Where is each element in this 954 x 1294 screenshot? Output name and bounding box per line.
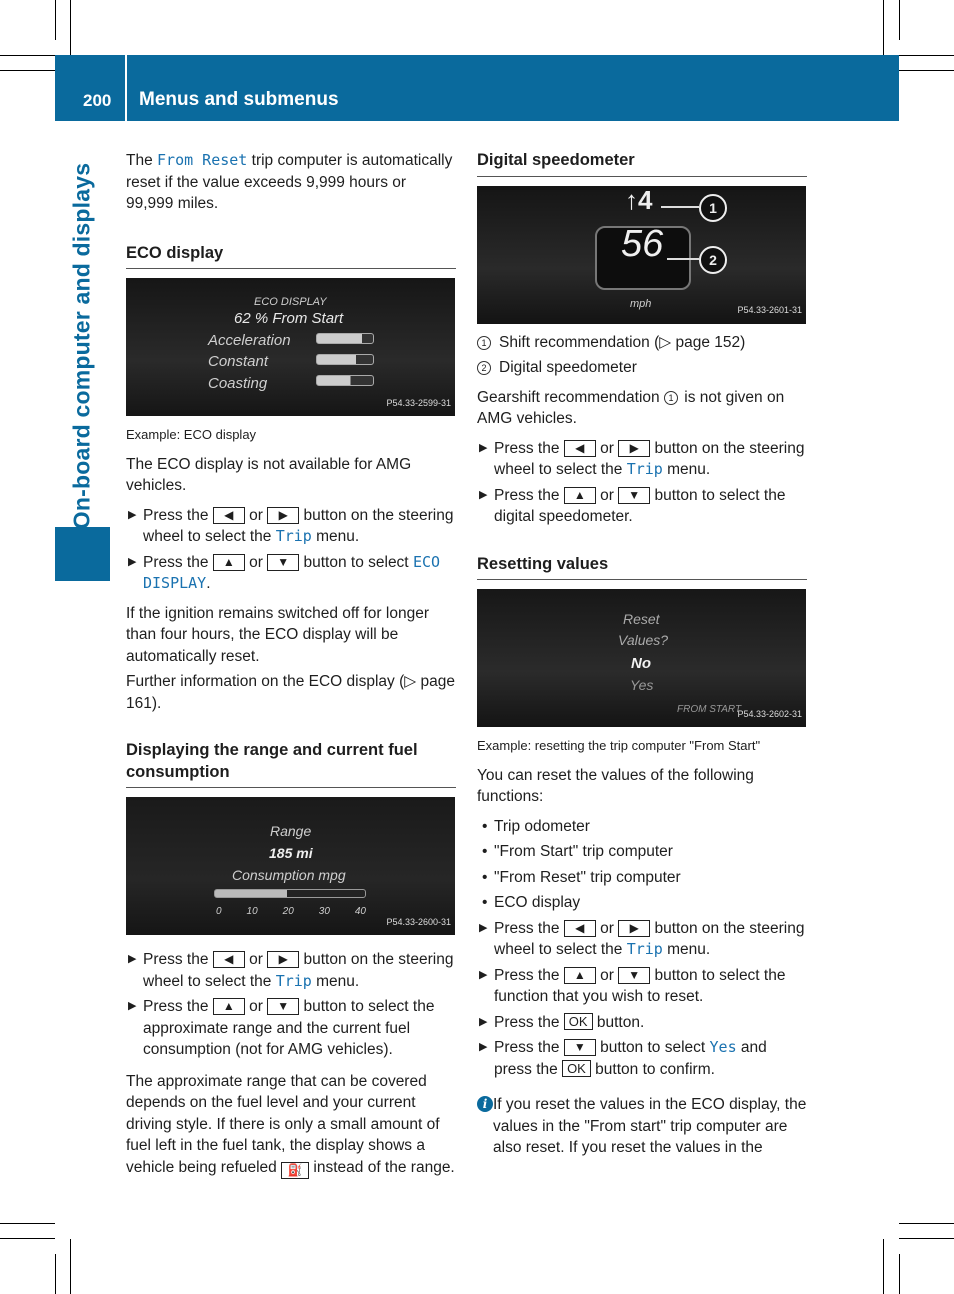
eco-display-screenshot xyxy=(126,278,455,416)
gear-recommendation: ↑4 xyxy=(625,185,653,215)
range-step-1: ▶ Press the ◀ or ▶ button on the steering wheel to select the Trip menu. xyxy=(126,949,456,992)
eco-paragraph-reset: If the ignition remains switched off for longer than four hours, the ECO display will be automatically reset. xyxy=(126,604,429,665)
range-value: 185 mi xyxy=(269,845,313,861)
eco-step-1: ▶ Press the ◀ or ▶ button on the steering wheel to select the Trip menu. xyxy=(126,505,456,548)
right-column xyxy=(477,150,807,1163)
crop-mark xyxy=(0,1223,55,1224)
right-arrow-key: ▶ xyxy=(267,951,299,968)
crop-mark xyxy=(899,0,900,40)
down-arrow-key: ▼ xyxy=(564,1039,596,1056)
intro-paragraph: The From Reset trip computer is automatically reset if the value exceeds 9,999 hours or 99,999 miles. xyxy=(126,151,453,212)
heading-digital-speedometer: Digital speedometer xyxy=(477,150,807,177)
code-from-reset: From Reset xyxy=(157,151,248,169)
side-tab-label: On-board computer and displays xyxy=(68,162,95,530)
reset-footer: FROM START xyxy=(677,704,742,715)
legend-item-2: 2 Digital speedometer xyxy=(477,357,807,379)
page-number: 200 xyxy=(83,91,112,110)
heading-eco-display: ECO display xyxy=(126,243,456,270)
reset-option-no: No xyxy=(631,655,651,672)
crop-mark xyxy=(55,0,56,40)
heading-resetting-values: Resetting values xyxy=(477,554,807,581)
refuel-icon: ⛽ xyxy=(281,1162,309,1179)
reset-screenshot xyxy=(477,589,806,727)
speed-value: 56 xyxy=(621,222,664,265)
crop-mark xyxy=(899,1254,900,1294)
crop-mark xyxy=(70,1239,71,1294)
eco-paragraph-info: Further information on the ECO display (▷ page 161). xyxy=(126,673,455,712)
consumption-label: Consumption mpg xyxy=(232,867,346,883)
crop-mark xyxy=(0,70,55,71)
left-arrow-key: ◀ xyxy=(564,440,596,457)
eco-row-constant: Constant xyxy=(208,353,269,370)
range-screenshot xyxy=(126,797,455,935)
eco-row-acceleration: Acceleration xyxy=(208,332,291,349)
up-arrow-key: ▲ xyxy=(213,554,245,571)
speedometer-screenshot xyxy=(477,186,806,324)
image-ref: P54.33-2602-31 xyxy=(737,708,802,719)
down-arrow-key: ▼ xyxy=(618,967,650,984)
reset-step-4: ▶ Press the ▼ button to select Yes and press the OK button to confirm. xyxy=(477,1037,807,1080)
crop-mark xyxy=(899,55,954,56)
down-arrow-key: ▼ xyxy=(267,998,299,1015)
right-arrow-key: ▶ xyxy=(618,920,650,937)
range-paragraph: The approximate range that can be covered depends on the fuel level and your current driving style. If there is only a small amount of fuel left in the fuel tank, the display shows a vehicle being refueled ⛽ instead of the range. xyxy=(126,1072,455,1177)
left-arrow-key: ◀ xyxy=(564,920,596,937)
info-icon: i xyxy=(477,1096,493,1112)
image-ref: P54.33-2599-31 xyxy=(386,397,451,408)
crop-mark xyxy=(899,70,954,71)
left-column xyxy=(126,150,456,1183)
info-note: i If you reset the values in the ECO display, the values in the "From start" trip computer are also reset. If you reset the values in the xyxy=(477,1094,807,1159)
range-label: Range xyxy=(270,823,312,839)
list-item: • ECO display xyxy=(477,892,807,914)
ok-key: OK xyxy=(564,1013,593,1030)
side-tab-marker xyxy=(55,527,110,581)
eco-screen-title: ECO DISPLAY xyxy=(254,296,327,308)
eco-bar xyxy=(316,375,374,386)
callout-line-1 xyxy=(661,206,699,208)
crop-mark xyxy=(55,1254,56,1294)
reset-line-2: Values? xyxy=(618,632,669,648)
crop-mark xyxy=(899,1238,954,1239)
crop-mark xyxy=(0,55,55,56)
heading-range: Displaying the range and current fuel consumption xyxy=(126,740,456,788)
reset-step-2: ▶ Press the ▲ or ▼ button to select the function that you wish to reset. xyxy=(477,965,807,1008)
eco-screen-line: 62 % From Start xyxy=(234,310,344,327)
eco-note: The ECO display is not available for AMG vehicles. xyxy=(126,455,412,494)
eco-bar xyxy=(316,333,374,344)
left-arrow-key: ◀ xyxy=(213,951,245,968)
up-arrow-key: ▲ xyxy=(564,967,596,984)
crop-mark xyxy=(0,1238,55,1239)
consumption-bar xyxy=(214,889,366,898)
crop-mark xyxy=(883,0,884,55)
eco-bar xyxy=(316,354,374,365)
list-item: • "From Reset" trip computer xyxy=(477,867,807,889)
crop-mark xyxy=(70,0,71,55)
speed-unit: mph xyxy=(630,297,652,310)
down-arrow-key: ▼ xyxy=(267,554,299,571)
eco-caption: Example: ECO display xyxy=(126,427,257,442)
reset-option-yes: Yes xyxy=(630,677,654,693)
speedo-step-2: ▶ Press the ▲ or ▼ button to select the digital speedometer. xyxy=(477,485,807,528)
page-header xyxy=(55,55,899,121)
consumption-ticks: 0 10 20 30 40 xyxy=(216,906,366,917)
eco-row-coasting: Coasting xyxy=(208,375,268,392)
page-title: Menus and submenus xyxy=(139,89,339,110)
list-item: • Trip odometer xyxy=(477,816,807,838)
right-arrow-key: ▶ xyxy=(267,507,299,524)
crop-mark xyxy=(883,1239,884,1294)
reset-intro: You can reset the values of the following functions: xyxy=(477,766,754,805)
down-arrow-key: ▼ xyxy=(618,487,650,504)
left-arrow-key: ◀ xyxy=(213,507,245,524)
reset-step-1: ▶ Press the ◀ or ▶ button on the steering wheel to select the Trip menu. xyxy=(477,918,807,961)
reset-line-1: Reset xyxy=(623,611,660,627)
speedo-step-1: ▶ Press the ◀ or ▶ button on the steering wheel to select the Trip menu. xyxy=(477,438,807,481)
image-ref: P54.33-2600-31 xyxy=(386,916,451,927)
callout-1: 1 xyxy=(699,194,727,222)
callout-2: 2 xyxy=(699,246,727,274)
crop-mark xyxy=(899,1223,954,1224)
header-divider xyxy=(125,55,127,121)
right-arrow-key: ▶ xyxy=(618,440,650,457)
list-item: • "From Start" trip computer xyxy=(477,841,807,863)
eco-step-2: ▶ Press the ▲ or ▼ button to select ECO DISPLAY. xyxy=(126,552,456,595)
reset-step-3: ▶ Press the OK button. xyxy=(477,1012,807,1034)
up-arrow-key: ▲ xyxy=(213,998,245,1015)
gearshift-note: Gearshift recommendation 1 is not given on AMG vehicles. xyxy=(477,388,785,427)
callout-line-2 xyxy=(667,258,699,260)
range-step-2: ▶ Press the ▲ or ▼ button to select the approximate range and the current fuel consumption (not for AMG vehicles). xyxy=(126,996,456,1061)
ok-key: OK xyxy=(562,1060,591,1077)
up-arrow-key: ▲ xyxy=(564,487,596,504)
image-ref: P54.33-2601-31 xyxy=(737,305,802,315)
legend-item-1: 1 Shift recommendation (▷ page 152) xyxy=(477,332,807,354)
reset-caption: Example: resetting the trip computer "From Start" xyxy=(477,738,761,753)
